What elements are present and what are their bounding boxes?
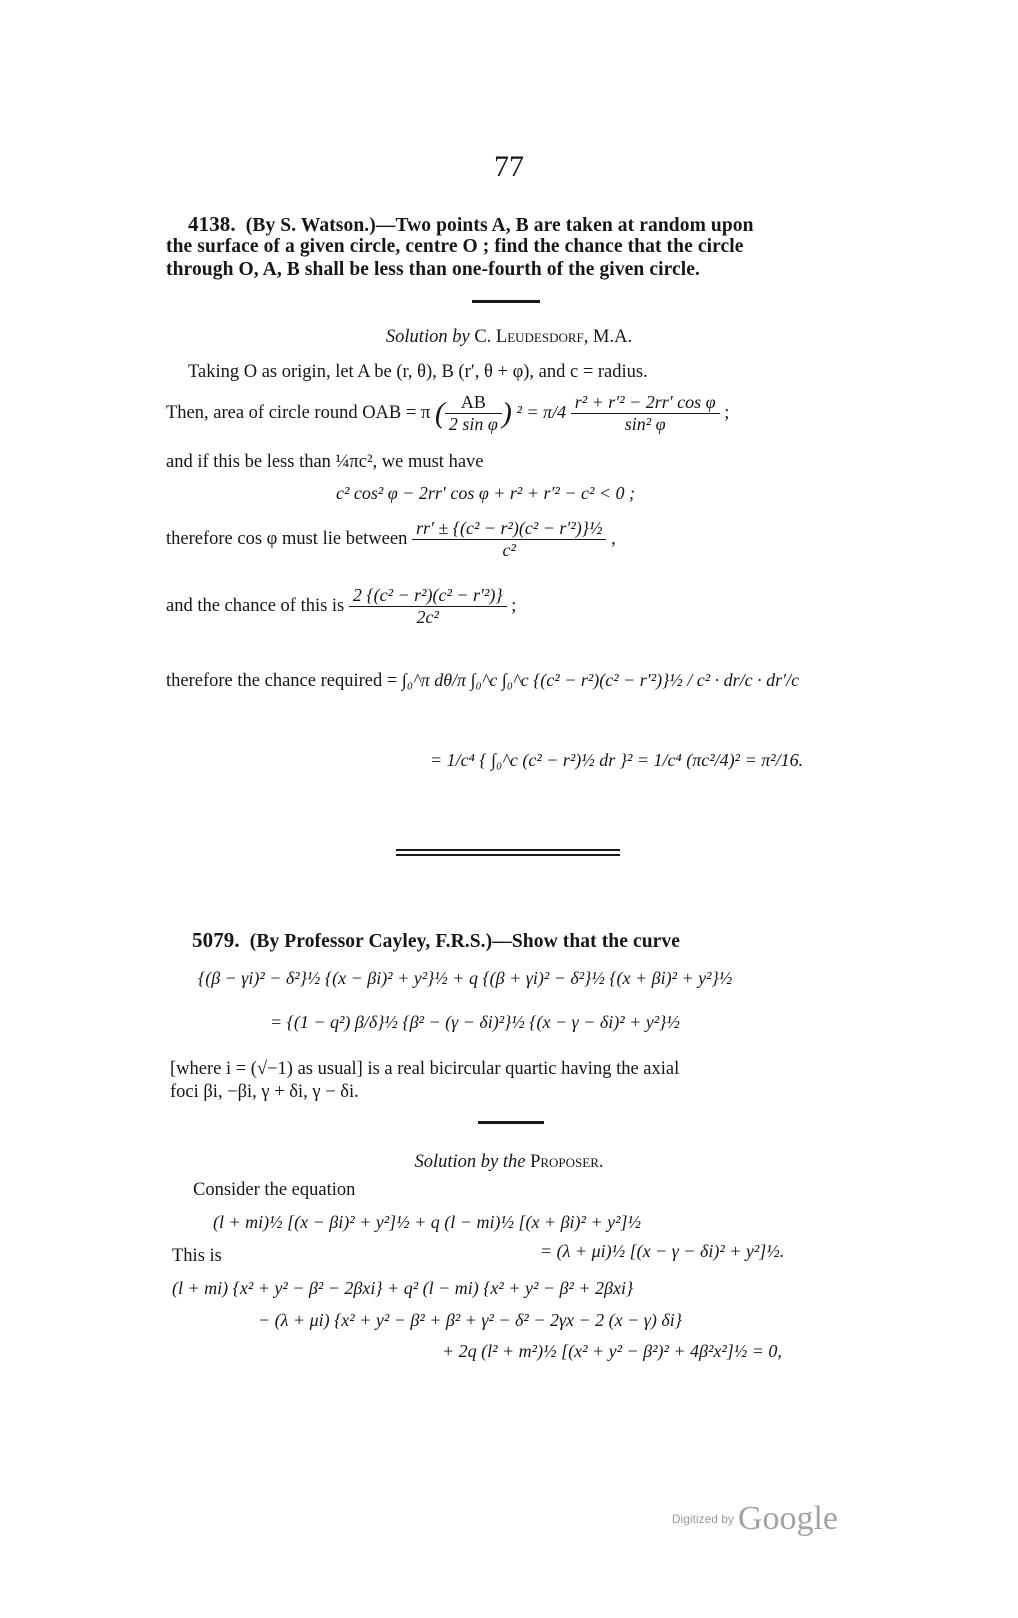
fraction-denominator: 2 sin φ	[448, 414, 498, 434]
chance-equation: and the chance of this is $\frac{\text{2 \{(c² − r²)(c² − r′²)\}}}{\text{2c²}}$ ;	[166, 585, 517, 627]
fraction-numerator: AB	[445, 392, 502, 414]
area-lead: Then, area of circle round OAB = π	[166, 402, 431, 423]
area-eq-mid: ² = π/4	[516, 401, 567, 422]
paren-open: (	[434, 396, 445, 430]
problem-5079-line-2: [where i = (√−1) as usual] is a real bicircular quartic having the axial	[170, 1059, 680, 1079]
curve-equation-1: {(β − γi)² − δ²}½ {(x − βi)² + y²}½ + q {(β + γi)² − δ²}½ {(x + βi)² + y²}½	[198, 968, 733, 988]
problem-4138-line-1	[188, 212, 754, 237]
problem-4138-line-3: through O, A, B shall be less than one-fourth of the given circle.	[166, 259, 701, 280]
solution-heading	[0, 327, 1018, 348]
digitized-label: Digitized by	[671, 1512, 734, 1526]
fraction-numerator: rr′ ± {(c² − r²)(c² − r′²)}½	[412, 518, 607, 540]
fraction-ab	[445, 392, 502, 435]
area-equation: Then, area of circle round OAB = π ( $\frac{AB}{\text{2 sin φ}}$ ) ² = π/4 $\frac{\text{r² + r′² − 2rr′ cos φ}}{\text{sin² φ}}$ ;	[166, 392, 730, 434]
solution2-equation-1: (l + mi)½ [(x − βi)² + y²]½ + q (l − mi)½ [(x + βi)² + y²]½	[213, 1212, 641, 1232]
fraction-denominator: 2c²	[416, 607, 439, 627]
solution2-equation-4: − (λ + μi) {x² + y² − β² + β² + γ² − δ² − 2γx − 2 (x − γ) δi}	[258, 1310, 682, 1330]
fraction-denominator: c²	[502, 540, 516, 560]
solution-author: Proposer.	[530, 1152, 604, 1172]
fraction-numerator: r² + r′² − 2rr′ cos φ	[571, 392, 720, 414]
this-is-label: This is	[172, 1246, 222, 1266]
problem-number: 5079.	[192, 928, 240, 952]
section-rule	[472, 300, 540, 303]
paren-close: )	[501, 396, 512, 430]
required-lead: therefore the chance required =	[166, 671, 398, 691]
solution-line-3: and if this be less than ¼πc², we must have	[166, 452, 484, 472]
solution2-equation-5: + 2q (l² + m²)½ [(x² + y² − β²)² + 4β²x²]½ = 0,	[442, 1341, 782, 1361]
required-expression: ∫₀^π dθ/π ∫₀^c ∫₀^c {(c² − r²)(c² − r′²)}½ / c² · dr/c · dr′/c	[401, 670, 800, 690]
solution2-line-1: Consider the equation	[193, 1180, 356, 1200]
digitized-watermark	[672, 1500, 838, 1538]
problem-text: (By S. Watson.)—Two points A, B are taken at random upon	[245, 215, 754, 236]
final-expression: = 1/c⁴ { ∫₀^c (c² − r²)½ dr }² = 1/c⁴ (πc²/4)² = π²/16.	[430, 750, 804, 770]
fraction-chance	[349, 585, 507, 628]
chance-lead: and the chance of this is	[166, 595, 345, 616]
between-lead: therefore cos φ must lie between	[166, 528, 408, 549]
fraction-denominator: sin² φ	[624, 414, 666, 434]
required-equation	[166, 670, 799, 692]
solution2-equation-2: = (λ + μi)½ [(x − γ − δi)² + y²]½.	[540, 1241, 785, 1261]
solution-label: Solution by	[385, 327, 470, 347]
problem-5079-line-1	[192, 928, 680, 953]
section-rule	[478, 1121, 544, 1124]
problem-text: (By Professor Cayley, F.R.S.)—Show that the curve	[249, 931, 681, 952]
fraction-numerator: 2 {(c² − r²)(c² − r′²)}	[349, 585, 507, 607]
solution2-equation-3: (l + mi) {x² + y² − β² − 2βxi} + q² (l − mi) {x² + y² − β² + 2βxi}	[172, 1278, 634, 1298]
between-equation: therefore cos φ must lie between $\frac{\text{rr′ ± \{(c² − r²)(c² − r′²)\}½}}{\text{c²}}$ ,	[166, 518, 616, 560]
page-number: 77	[494, 150, 524, 183]
solution-author: C. Leudesdorf, M.A.	[474, 327, 633, 347]
problem-number: 4138.	[188, 212, 236, 236]
solution-line-1: Taking O as origin, let A be (r, θ), B (r′, θ + φ), and c = radius.	[188, 362, 648, 382]
inequality: c² cos² φ − 2rr′ cos φ + r² + r′² − c² < 0 ;	[336, 483, 635, 503]
solution-label: Solution by the	[414, 1152, 526, 1172]
problem-5079-line-3: foci βi, −βi, γ + δi, γ − δi.	[170, 1082, 359, 1102]
problem-4138-line-2: the surface of a given circle, centre O ; find the chance that the circle	[166, 236, 744, 257]
solution-heading	[0, 1152, 1018, 1173]
fraction-between	[412, 518, 607, 561]
google-logo: Google	[737, 1500, 838, 1537]
curve-equation-2: = {(1 − q²) β/δ}½ {β² − (γ − δi)²}½ {(x − γ − δi)² + y²}½	[270, 1012, 680, 1032]
double-rule	[396, 849, 620, 856]
fraction-r	[571, 392, 720, 435]
